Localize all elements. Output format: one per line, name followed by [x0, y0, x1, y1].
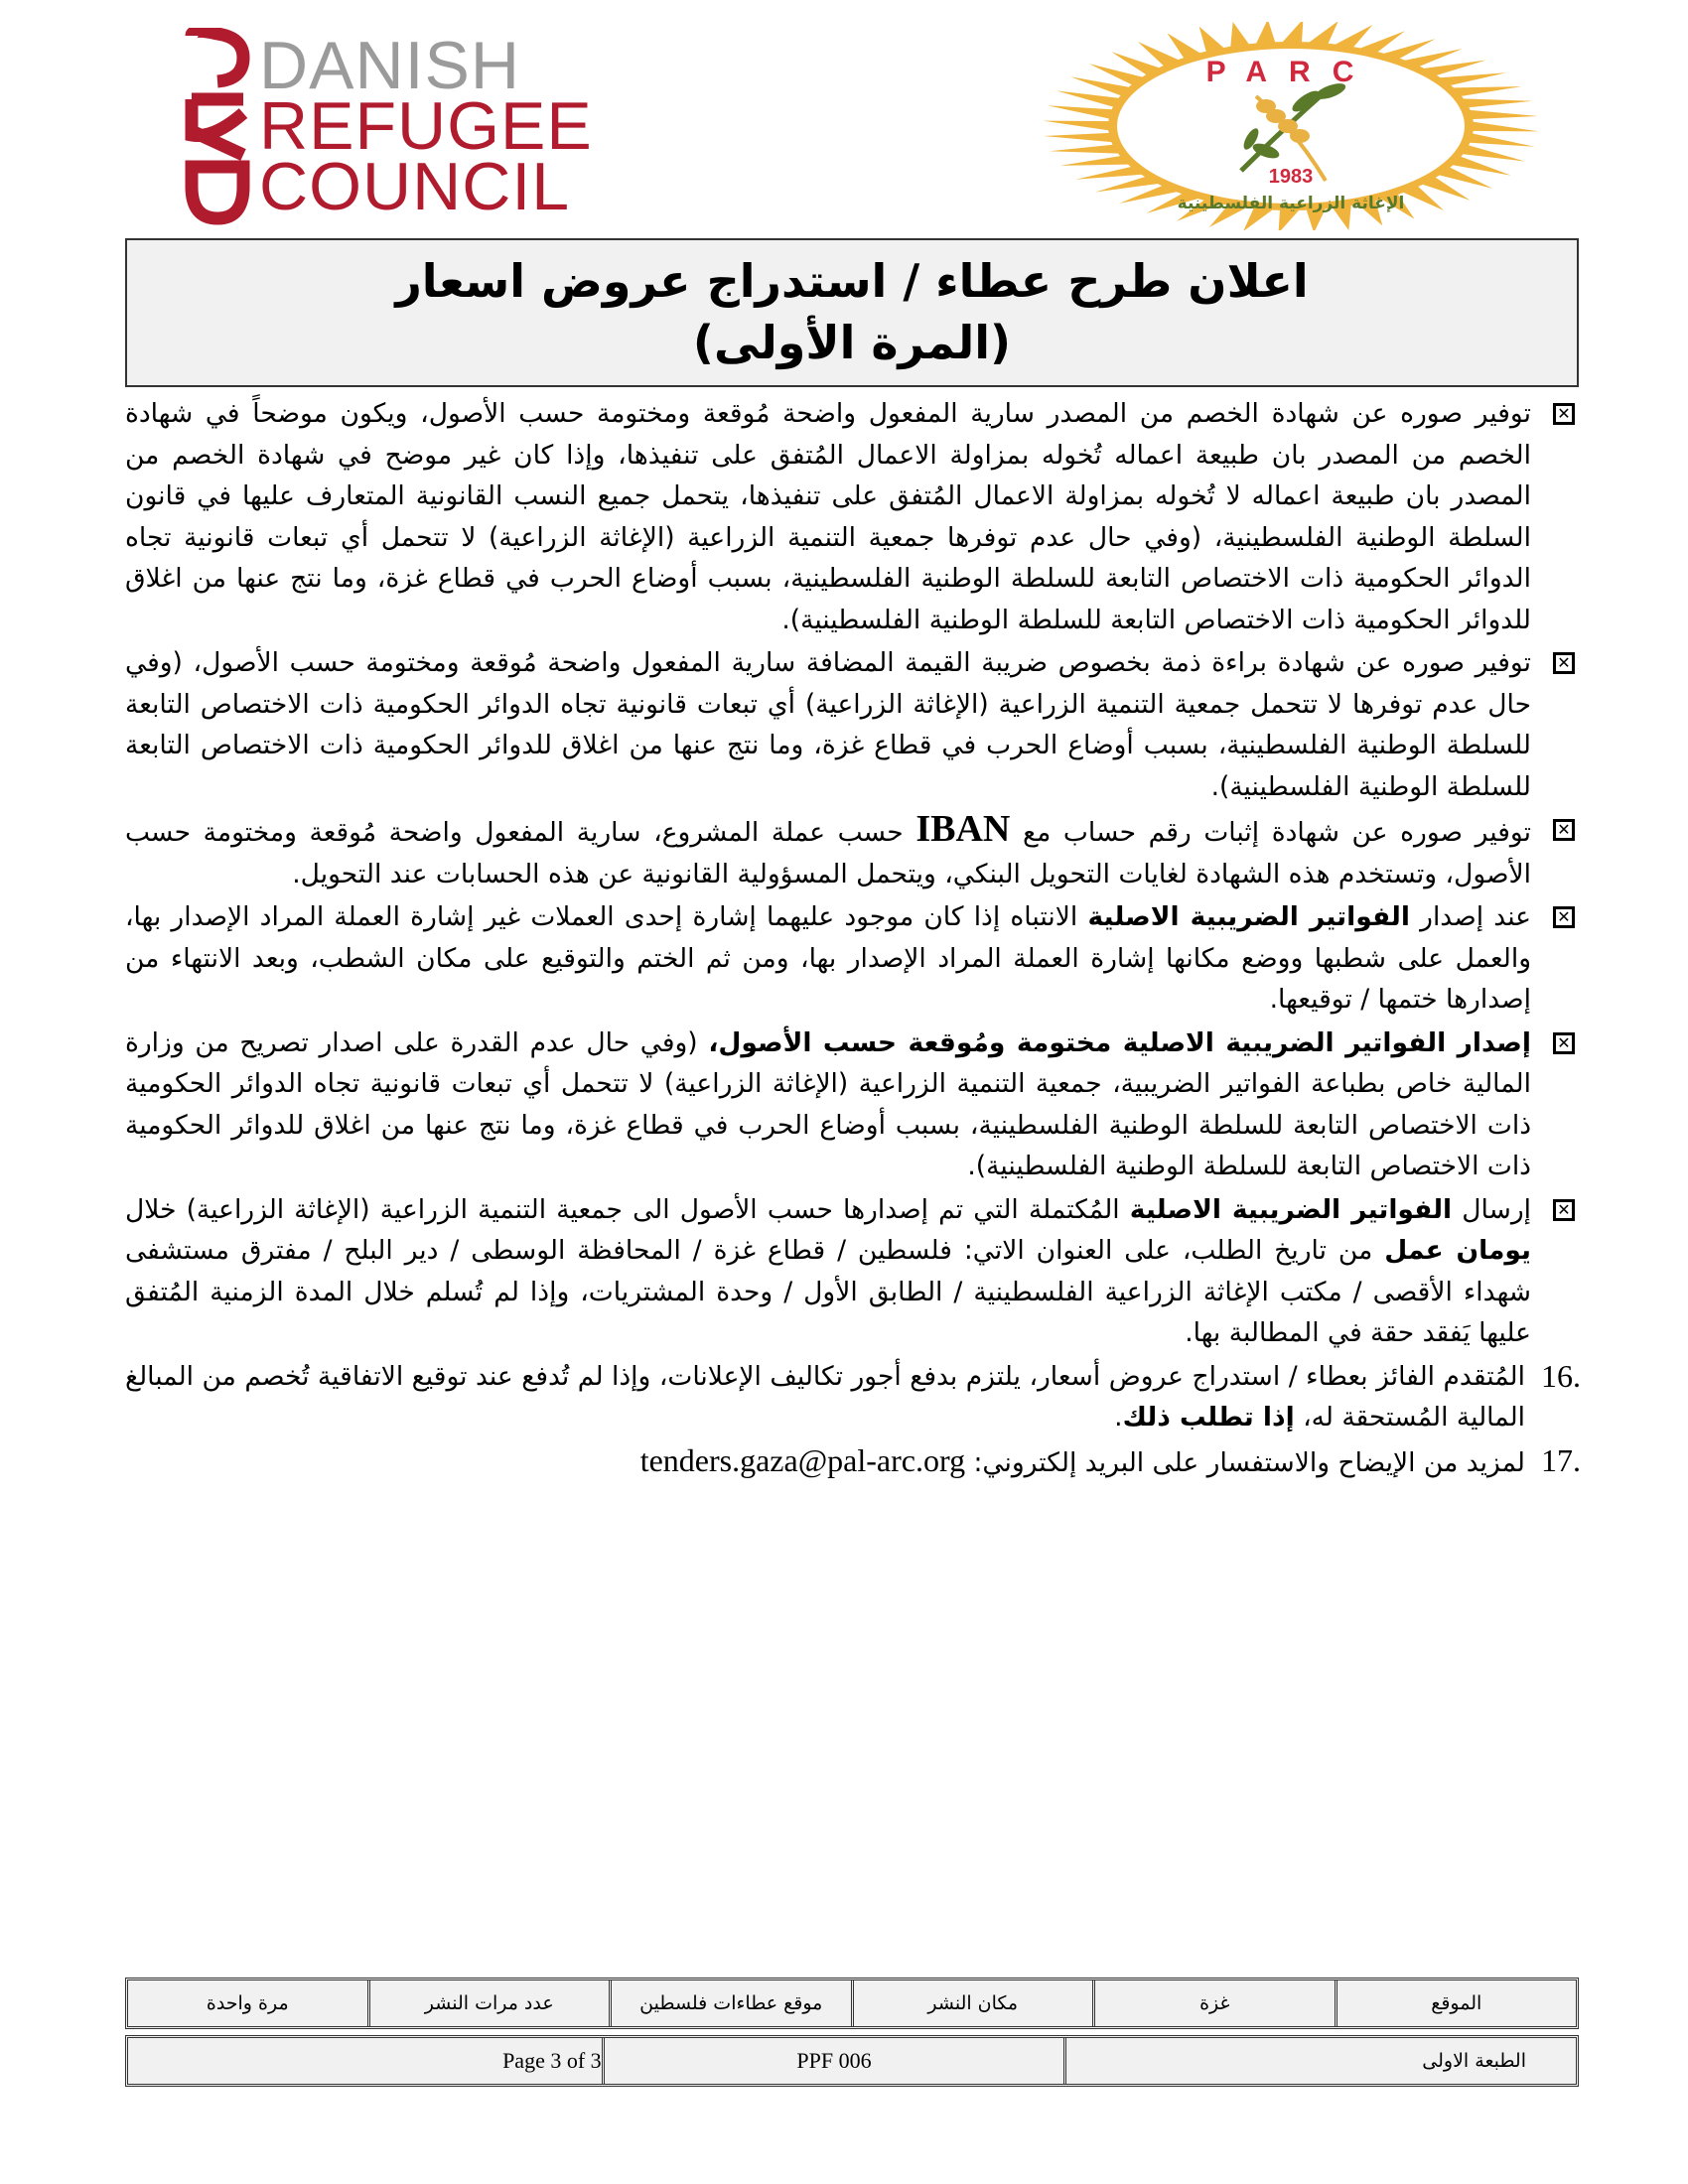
- form-code: PPF 006: [602, 2038, 1064, 2084]
- item-text-after: حسب عملة المشروع، سارية المفعول واضحة مُوقعة ومختومة حسب الأصول، وتستخدم هذه الشهادة لغايات التحويل البنكي، ويتحمل المسؤولية القانونية عن هذه الحسابات عند التحويل.: [125, 817, 1531, 889]
- item-emphasis: إذا تطلب ذلك: [1122, 1402, 1295, 1433]
- sun-ray: [1459, 98, 1532, 107]
- checkbox-checked-icon: ✕: [1553, 1199, 1575, 1221]
- parc-acronym: PARC: [1205, 56, 1376, 88]
- footer-value-publish-place: موقع عطاءات فلسطين: [609, 1980, 851, 2026]
- item-emphasis: الفواتير الضريبية الاصلية: [1129, 1193, 1453, 1225]
- sun-ray: [1043, 121, 1112, 131]
- footer-label-location: الموقع: [1335, 1980, 1577, 2026]
- sun-ray: [1466, 109, 1538, 119]
- sun-ray: [1050, 144, 1123, 153]
- sun-ray: [1044, 133, 1116, 143]
- announcement-title-box: [125, 238, 1579, 387]
- footer-label-publish-place: مكان النشر: [851, 1980, 1093, 2026]
- iban-emphasis: IBAN: [915, 808, 1011, 850]
- sun-ray: [1459, 144, 1525, 161]
- sun-ray: [1056, 90, 1123, 107]
- item-number: 17.: [1541, 1441, 1581, 1478]
- page-number: Page 3 of 3: [502, 2048, 602, 2073]
- parc-year: 1983: [1268, 166, 1314, 188]
- header-logos: [0, 0, 1688, 238]
- item-text-before: توفير صوره عن شهادة إثبات رقم حساب مع: [1010, 817, 1531, 848]
- list-item: [125, 1356, 1581, 1438]
- list-item: [125, 809, 1581, 894]
- item-text-after: (وفي حال عدم القدرة على اصدار تصريح من وزارة المالية خاص بطباعة الفواتير الضريبية، جمعية التنمية الزراعية (الإغاثة الزراعية) لا تتحمل أي تبعات قانونية تجاه الدوائر الحكومية ذات الاختصاص التابعة للسلطة الوطنية الفلسطينية، بسبب أوضاع الحرب في قطاع غزة، وما نتج عنها من اغلاق للدوائر الحكومية ذات الاختصاص التابعة للسلطة الوطنية الفلسطينية).: [125, 1026, 1531, 1181]
- item-text: توفير صوره عن شهادة الخصم من المصدر سارية المفعول واضحة مُوقعة ومختومة حسب الأصول، ويكون موضحاً في شهادة الخصم من المصدر بان طبيعة اعماله تُخوله بمزاولة الاعمال المُتفق على تنفيذها، وإذا كان غير موضح في شهادة الخصم من المصدر بان طبيعة اعماله لا تُخوله بمزاولة الاعمال المُتفق على تنفيذها، يتحمل جميع النسب القانونية المتعارف عليها في قانون السلطة الوطنية الفلسطينية، (وفي حال عدم توفرها جمعية التنمية الزراعية (الإغاثة الزراعية) لا تتحمل أي تبعات قانونية تجاه الدوائر الحكومية ذات الاختصاص التابعة للسلطة الوطنية الفلسطينية، بسبب أوضاع الحرب في قطاع غزة، وما نتج عنها من اغلاق للدوائر الحكومية ذات الاختصاص التابعة للسلطة الوطنية الفلسطينية).: [125, 398, 1531, 635]
- drc-logo: [184, 25, 740, 228]
- drc-mark-icon: [184, 28, 251, 226]
- item-text-before: إرسال: [1452, 1193, 1531, 1225]
- list-item: [125, 1023, 1581, 1187]
- item-text-before: المُتقدم الفائز بعطاء / استدراج عروض أسعار، يلتزم بدفع أجور تكاليف الإعلانات، وإذا لم تُدفع عند توقيع الاتفاقية تُخصم من المبالغ المالية المُستحقة له،: [125, 1360, 1525, 1433]
- parc-logo: [1028, 22, 1554, 230]
- item-text-after: الانتباه إذا كان موجود عليهما إشارة إحدى العملات غير إشارة العملة المراد الإصدار بها، والعمل على شطبها ووضع مكانها إشارة العملة المراد الإصدار بها، ومن ثم الختم والتوقيع على مكان الشطب، وبعد الانتهاء من إصدارها ختمها / توقيعها.: [125, 901, 1531, 1015]
- list-item: [125, 1189, 1581, 1354]
- checkbox-checked-icon: ✕: [1553, 652, 1575, 674]
- requirements-list: [125, 393, 1581, 1485]
- drc-word-danish: DANISH: [259, 27, 520, 103]
- checkbox-checked-icon: ✕: [1553, 1032, 1575, 1054]
- contact-email-link[interactable]: tenders.gaza@pal-arc.org: [639, 1441, 966, 1478]
- item-text-mid: المُكتملة التي تم إصدارها حسب الأصول الى جمعية التنمية الزراعية (الإغاثة الزراعية) خلال: [125, 1193, 1130, 1225]
- footer-label-publish-count: عدد مرات النشر: [367, 1980, 610, 2026]
- list-item: [125, 393, 1581, 640]
- drc-word-refugee: REFUGEE: [259, 87, 593, 164]
- item-text: توفير صوره عن شهادة براءة ذمة بخصوص ضريبة القيمة المضافة سارية المفعول واضحة مُوقعة ومختومة حسب الأصول، (وفي حال عدم توفرها لا تتحمل جمعية التنمية الزراعية (الإغاثة الزراعية) أي تبعات قانونية تجاه الدوائر الحكومية ذات الاختصاص التابعة للسلطة الوطنية الفلسطينية، بسبب أوضاع الحرب في قطاع غزة، وما نتج عنها من اغلاق للدوائر الحكومية ذات الاختصاص التابعة للسلطة الوطنية الفلسطينية).: [125, 647, 1531, 802]
- drc-word-council: COUNCIL: [259, 149, 571, 225]
- publication-info-table: [125, 1978, 1579, 2029]
- document-info-table: [125, 2035, 1579, 2087]
- item-text-after: من تاريخ الطلب، على العنوان الاتي: فلسطين / قطاع غزة / المحافظة الوسطى / دير البلح / مفترق مستشفى شهداء الأقصى / مكتب الإغاثة الزراعية الفلسطينية / الطابق الأول / وحدة المشتريات، وإذا لم تُسلم خلال المدة الزمنية المُتفق عليها يَفقد حقة في المطالبة بها.: [125, 1235, 1531, 1348]
- checkbox-checked-icon: ✕: [1553, 403, 1575, 425]
- sun-ray: [1280, 22, 1303, 45]
- item-emphasis: إصدار الفواتير الضريبية الاصلية مختومة ومُوقعة حسب الأصول،: [708, 1026, 1531, 1058]
- sun-ray: [1466, 133, 1534, 147]
- checkbox-checked-icon: ✕: [1553, 906, 1575, 928]
- sun-ray: [1048, 105, 1116, 119]
- edition-label: الطبعة الاولى: [1063, 2038, 1576, 2084]
- announcement-subtitle: (المرة الأولى): [692, 316, 1012, 369]
- item-emphasis-2: يومان عمل: [1384, 1235, 1531, 1266]
- item-number: 16.: [1541, 1357, 1581, 1394]
- checkbox-checked-icon: ✕: [1553, 819, 1575, 841]
- list-item: [125, 642, 1581, 807]
- item-emphasis: الفواتير الضريبية الاصلية: [1087, 901, 1410, 932]
- sun-ray: [1470, 121, 1539, 131]
- announcement-title: اعلان طرح عطاء / استدراج عروض اسعار: [395, 254, 1309, 308]
- list-item: [125, 1440, 1581, 1484]
- footer-value-publish-count: مرة واحدة: [206, 1992, 289, 2014]
- parc-arabic-name: الإغاثة الزراعية الفلسطينية: [1177, 194, 1405, 213]
- item-text-before: عند إصدار: [1409, 901, 1531, 932]
- item-text-before: لمزيد من الإيضاح والاستفسار على البريد إلكتروني:: [965, 1446, 1525, 1478]
- footer-value-location: غزة: [1092, 1980, 1335, 2026]
- item-text-after: .: [1114, 1402, 1123, 1433]
- list-item: [125, 896, 1581, 1021]
